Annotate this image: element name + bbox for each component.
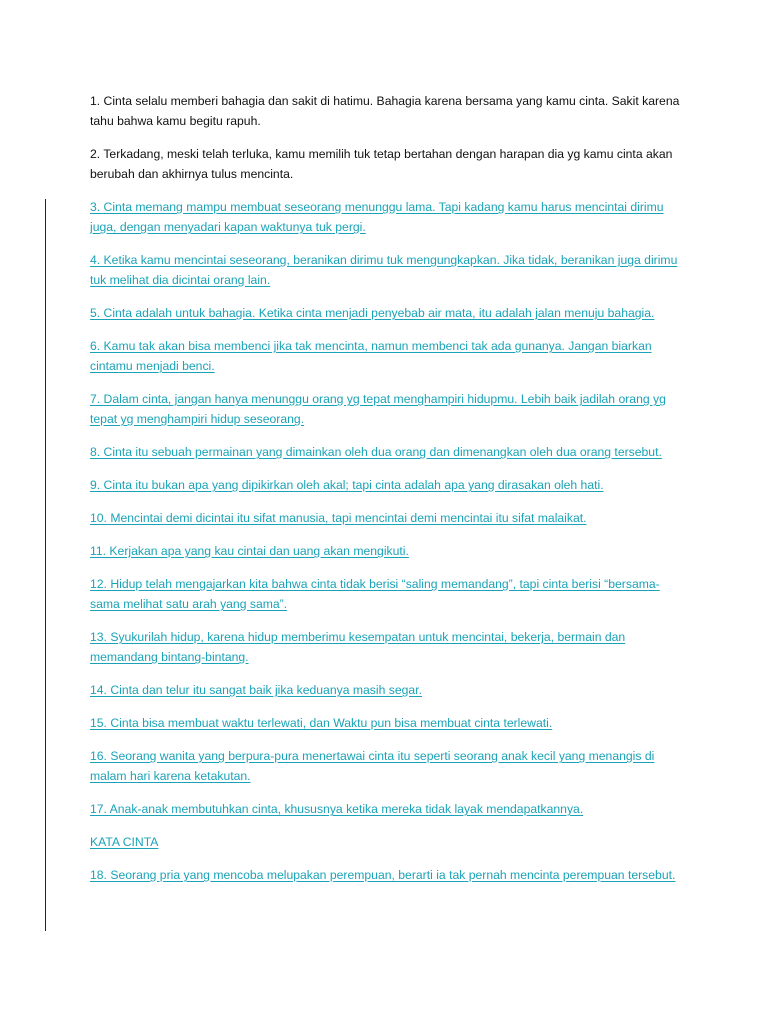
quote-link-7[interactable]: 7. Dalam cinta, jangan hanya menunggu orang yg tepat menghampiri hidupmu. Lebih baik jadilah orang yg tepat yg menghampiri hidup seseorang. xyxy=(90,392,666,426)
quote-link-11[interactable]: 11. Kerjakan apa yang kau cintai dan uang akan mengikuti. xyxy=(90,544,409,558)
quote-link-16[interactable]: 16. Seorang wanita yang berpura-pura menertawai cinta itu seperti seorang anak kecil yang menangis di malam hari karena ketakutan. xyxy=(90,749,655,783)
document-body xyxy=(90,91,688,898)
quote-link-4[interactable]: 4. Ketika kamu mencintai seseorang, beranikan dirimu tuk mengungkapkan. Jika tidak, beranikan juga dirimu tuk melihat dia dicintai orang lain. xyxy=(90,253,678,287)
quote-link-3[interactable]: 3. Cinta memang mampu membuat seseorang menunggu lama. Tapi kadang kamu harus mencintai dirimu juga, dengan menyadari kapan waktunya tuk pergi. xyxy=(90,200,664,234)
quote-link-13[interactable]: 13. Syukurilah hidup, karena hidup memberimu kesempatan untuk mencintai, bekerja, bermain dan memandang bintang-bintang. xyxy=(90,630,626,664)
quote-1: 1. Cinta selalu memberi bahagia dan sakit di hatimu. Bahagia karena bersama yang kamu cinta. Sakit karena tahu bahwa kamu begitu rapuh. xyxy=(90,94,680,128)
quote-2: 2. Terkadang, meski telah terluka, kamu memilih tuk tetap bertahan dengan harapan dia yg kamu cinta akan berubah dan akhirnya tulus mencinta. xyxy=(90,147,673,181)
quote-link-15[interactable]: 15. Cinta bisa membuat waktu terlewati, dan Waktu pun bisa membuat cinta terlewati. xyxy=(90,716,553,730)
quote-link-6[interactable]: 6. Kamu tak akan bisa membenci jika tak mencinta, namun membenci tak ada gunanya. Jangan biarkan cintamu menjadi benci. xyxy=(90,339,652,373)
quote-link-9[interactable]: 9. Cinta itu bukan apa yang dipikirkan oleh akal; tapi cinta adalah apa yang dirasakan oleh hati. xyxy=(90,478,604,492)
quote-link-14[interactable]: 14. Cinta dan telur itu sangat baik jika keduanya masih segar. xyxy=(90,683,422,697)
quote-link-10[interactable]: 10. Mencintai demi dicintai itu sifat manusia, tapi mencintai demi mencintai itu sifat malaikat. xyxy=(90,511,587,525)
kata-cinta-link[interactable]: KATA CINTA xyxy=(90,835,159,849)
quote-link-8[interactable]: 8. Cinta itu sebuah permainan yang dimainkan oleh dua orang dan dimenangkan oleh dua orang tersebut. xyxy=(90,445,662,459)
quote-link-17[interactable]: 17. Anak-anak membutuhkan cinta, khususnya ketika mereka tidak layak mendapatkannya. xyxy=(90,802,584,816)
quote-link-18[interactable]: 18. Seorang pria yang mencoba melupakan perempuan, berarti ia tak pernah mencinta perempuan tersebut. xyxy=(90,868,676,882)
margin-change-bar xyxy=(45,199,46,931)
quote-link-5[interactable]: 5. Cinta adalah untuk bahagia. Ketika cinta menjadi penyebab air mata, itu adalah jalan menuju bahagia. xyxy=(90,306,655,320)
quote-link-12[interactable]: 12. Hidup telah mengajarkan kita bahwa cinta tidak berisi “saling memandang”, tapi cinta berisi “bersama-sama melihat satu arah yang sama”. xyxy=(90,577,660,611)
